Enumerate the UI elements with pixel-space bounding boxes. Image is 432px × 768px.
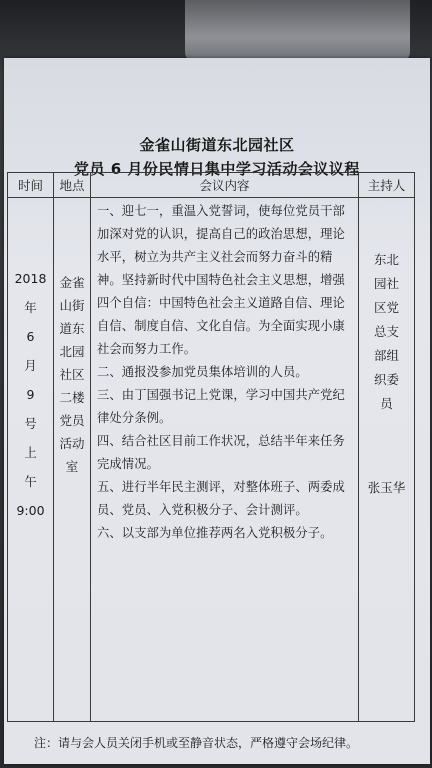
- agenda-item-list: [97, 200, 354, 545]
- place-text: 室: [65, 459, 79, 474]
- place-text: 社区: [59, 367, 85, 382]
- host-cell: [359, 198, 415, 722]
- time-cell: [8, 198, 54, 722]
- place-text: 道东: [59, 321, 85, 336]
- header-host: 主持人: [359, 173, 415, 198]
- header-time: 时间: [8, 173, 54, 198]
- place-text: 金雀: [59, 275, 85, 290]
- time-text: 上: [24, 445, 37, 460]
- time-text: 年: [24, 300, 37, 315]
- host-org-text: 园社: [373, 276, 399, 291]
- place-text: 活动: [59, 436, 85, 451]
- host-name: 张玉华: [367, 480, 406, 495]
- table-row: [8, 198, 415, 722]
- time-value: [8, 198, 53, 525]
- document-title-line2: 党员 6 月份民情日集中学习活动会议议程: [74, 160, 360, 178]
- content-cell: [91, 198, 359, 722]
- document-title-line1: 金雀山街道东北园社区: [139, 136, 295, 154]
- place-text: 北园: [59, 344, 85, 359]
- header-content: 会议内容: [91, 173, 359, 198]
- host-org-text: 总支: [373, 324, 399, 339]
- host-org-text: 织委: [373, 372, 399, 387]
- agenda-item: 一、迎七一，重温入党誓词，使每位党员干部加深对党的认识，提高自己的政治思想，理论水平，树立为共产主义社会而努力奋斗的精神。坚持新时代中国特色社会主义思想，增强四个自信：中国特色社会主义道路自信、理论自信、制度自信、文化自信。为全面实现小康社会而努力工作。: [97, 204, 345, 356]
- header-place: 地点: [54, 173, 91, 198]
- agenda-sheet: [4, 58, 430, 764]
- agenda-item: 二、通报没参加党员集体培训的人员。: [97, 365, 308, 379]
- time-text: 月: [24, 358, 37, 373]
- time-text: 6: [26, 329, 35, 344]
- footnote: 注：请与会人员关闭手机或至静音状态，严格遵守会场纪律。: [34, 736, 359, 750]
- agenda-item: 三、由丁国强书记上党课，学习中国共产党纪律处分条例。: [97, 388, 345, 425]
- time-text: 午: [24, 474, 37, 489]
- host-organization: [359, 198, 414, 416]
- agenda-item: 五、进行半年民主测评，对整体班子、两委成员、党员、入党积极分子、会计测评。: [97, 480, 345, 517]
- time-text: 9: [26, 387, 35, 402]
- place-cell: [54, 198, 91, 722]
- place-value: [54, 198, 90, 478]
- table-header-row: [8, 173, 415, 198]
- host-org-text: 东北: [373, 252, 399, 267]
- time-text: 号: [24, 416, 37, 431]
- agenda-item: 四、结合社区目前工作状况，总结半年来任务完成情况。: [97, 434, 345, 471]
- host-org-text: 员: [380, 396, 393, 411]
- host-org-text: 区党: [373, 300, 399, 315]
- place-text: 二楼: [59, 390, 85, 405]
- clipboard-clip: [185, 0, 410, 62]
- time-text: 2018: [14, 271, 47, 286]
- host-org-text: 部组: [373, 348, 399, 363]
- place-text: 党员: [59, 413, 85, 428]
- agenda-item: 六、以支部为单位推荐两名入党积极分子。: [97, 526, 333, 540]
- time-text: 9:00: [16, 503, 45, 518]
- place-text: 山街: [59, 298, 85, 313]
- agenda-table: [7, 172, 415, 722]
